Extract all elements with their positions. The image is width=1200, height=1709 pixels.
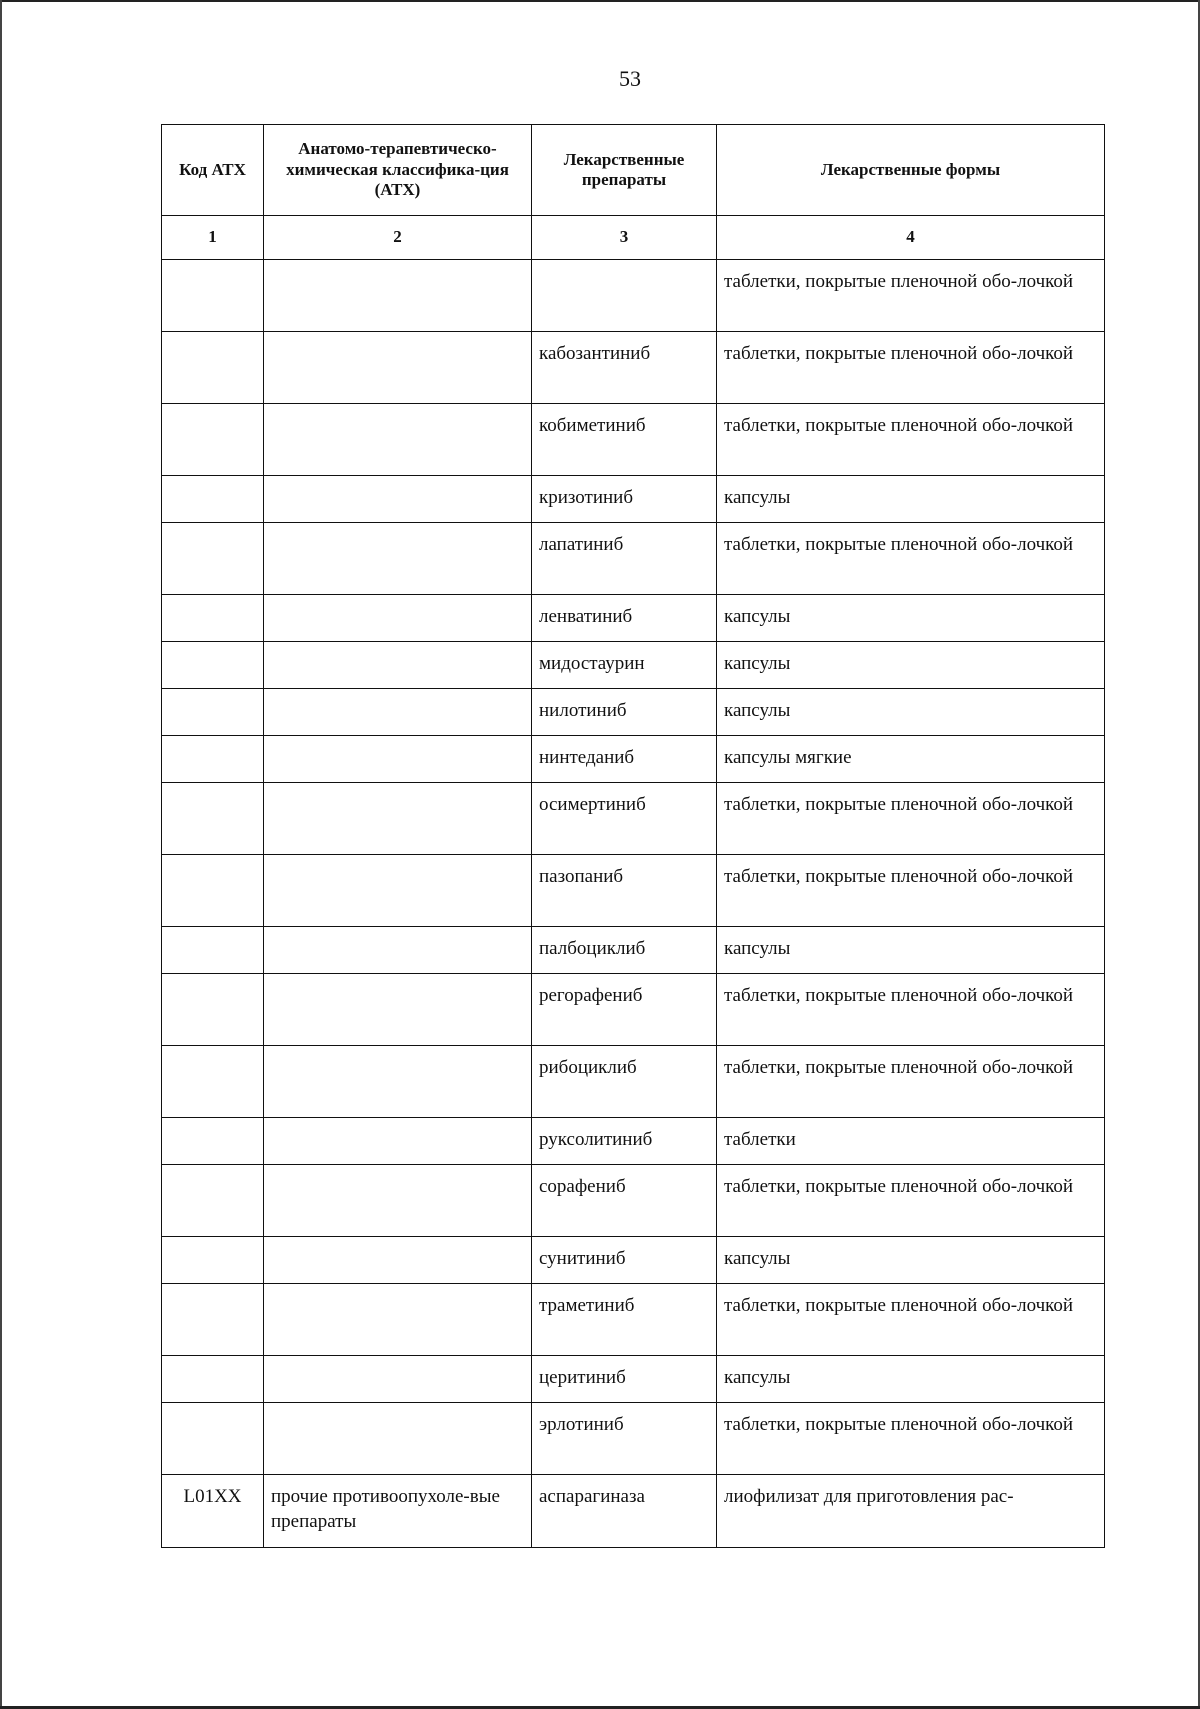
drug-name-cell [532,1475,717,1548]
drug-name-cell-text: кобиметиниб [539,415,646,436]
table-row [162,1118,1105,1165]
atc-class-cell [264,1046,532,1118]
atc-code-cell-text [162,1284,263,1294]
drug-name-cell [532,927,717,974]
header-row [162,125,1105,216]
scan-edge-left [0,0,2,1709]
dosage-form-cell-text: таблетки, покрытые пленочной обо-лочкой [724,1295,1074,1316]
dosage-form-cell [717,1475,1105,1548]
dosage-form-cell [717,404,1105,476]
atc-code-cell-text [162,1237,263,1247]
drug-name-cell-text: эрлотиниб [539,1414,624,1435]
atc-code-cell-text [162,260,263,270]
dosage-form-cell-text: таблетки, покрытые пленочной обо-лочкой [724,271,1074,292]
drug-name-cell [532,1284,717,1356]
atc-class-cell-text [264,1403,531,1413]
atc-code-cell [162,736,264,783]
dosage-form-cell [717,523,1105,595]
drug-name-cell-text: церитиниб [539,1367,626,1388]
atc-code-cell-text [162,783,263,793]
atc-code-cell-text [162,1165,263,1175]
drug-name-cell-text: аспарагиназа [539,1486,645,1507]
table-row [162,1284,1105,1356]
atc-class-cell-text [264,1165,531,1175]
dosage-form-cell-text: таблетки, покрытые пленочной обо-лочкой [724,985,1074,1006]
atc-class-cell-text [264,404,531,414]
dosage-form-cell [717,1356,1105,1403]
drug-name-cell [532,1356,717,1403]
column-number: 2 [264,216,532,260]
drug-name-cell [532,974,717,1046]
page-number: 53 [619,66,641,91]
dosage-form-cell [717,1403,1105,1475]
atc-code-cell [162,689,264,736]
atc-code-cell-text: L01XX [183,1486,242,1507]
atc-class-cell [264,783,532,855]
table-row [162,736,1105,783]
drug-name-cell [532,689,717,736]
dosage-form-cell [717,974,1105,1046]
atc-code-cell-text [162,595,263,605]
drug-name-cell-text: траметиниб [539,1295,635,1316]
atc-class-cell [264,1403,532,1475]
drug-name-cell-text: лапатиниб [539,534,624,555]
drug-name-cell [532,1165,717,1237]
table-row [162,476,1105,523]
drug-name-cell-text: кризотиниб [539,487,634,508]
dosage-form-cell [717,1118,1105,1165]
drug-name-cell-text: сунитиниб [539,1248,626,1269]
atc-code-cell [162,1284,264,1356]
dosage-form-cell-text: лиофилизат для приготовления рас- [724,1486,1014,1507]
column-number: 3 [532,216,717,260]
atc-code-cell-text [162,736,263,746]
drug-name-cell-text: нинтеданиб [539,747,635,768]
atc-code-cell [162,783,264,855]
atc-class-cell-text [264,595,531,605]
drug-name-cell-text: ленватиниб [539,606,633,627]
atc-code-cell-text [162,523,263,533]
dosage-form-cell [717,476,1105,523]
atc-class-cell-text [264,1284,531,1294]
drug-name-cell [532,642,717,689]
dosage-form-cell-text: капсулы [724,653,791,674]
atc-class-cell-text [264,1356,531,1366]
dosage-form-cell [717,332,1105,404]
dosage-form-cell-text: капсулы [724,700,791,721]
drug-name-cell-text: нилотиниб [539,700,627,721]
atc-class-cell-text [264,1237,531,1247]
atc-class-cell [264,1118,532,1165]
atc-class-cell-text [264,927,531,937]
atc-code-cell-text [162,974,263,984]
atc-class-cell-text [264,260,531,270]
atc-class-cell [264,927,532,974]
table-row [162,642,1105,689]
table-row [162,404,1105,476]
dosage-form-cell-text: таблетки, покрытые пленочной обо-лочкой [724,1057,1074,1078]
drug-name-cell [532,260,717,332]
header-drugs: Лекарственные препараты [532,125,717,216]
dosage-form-cell [717,927,1105,974]
table-row [162,595,1105,642]
atc-code-cell [162,1165,264,1237]
table-row [162,260,1105,332]
atc-code-cell-text [162,404,263,414]
atc-class-cell [264,595,532,642]
table-row [162,689,1105,736]
atc-class-cell-text [264,736,531,746]
atc-code-cell [162,974,264,1046]
table-row [162,783,1105,855]
table-row [162,1403,1105,1475]
atc-code-cell-text [162,1046,263,1056]
drug-name-cell [532,736,717,783]
atc-code-cell [162,404,264,476]
dosage-form-cell-text: капсулы [724,938,791,959]
header-atc-code: Код АТХ [162,125,264,216]
dosage-form-cell-text: капсулы [724,606,791,627]
dosage-form-cell-text: таблетки [724,1129,796,1150]
atc-code-cell [162,260,264,332]
dosage-form-cell-text: таблетки, покрытые пленочной обо-лочкой [724,534,1074,555]
drug-name-cell [532,1046,717,1118]
atc-class-cell [264,404,532,476]
atc-class-cell-text [264,855,531,865]
drug-name-cell-text: палбоциклиб [539,938,646,959]
drug-name-cell-text: кабозантиниб [539,343,651,364]
table-row [162,523,1105,595]
atc-code-cell-text [162,476,263,486]
drug-name-cell-text: рибоциклиб [539,1057,637,1078]
atc-class-cell [264,736,532,783]
dosage-form-cell [717,1046,1105,1118]
atc-code-cell [162,1356,264,1403]
drug-name-cell [532,476,717,523]
drug-name-cell [532,1403,717,1475]
dosage-form-cell [717,1165,1105,1237]
atc-code-cell [162,1237,264,1284]
dosage-form-cell [717,642,1105,689]
atc-class-cell [264,689,532,736]
dosage-form-cell-text: капсулы [724,1248,791,1269]
drug-name-cell [532,855,717,927]
atc-code-cell [162,476,264,523]
atc-class-cell [264,476,532,523]
drug-name-cell [532,404,717,476]
dosage-form-cell-text: таблетки, покрытые пленочной обо-лочкой [724,343,1074,364]
atc-code-cell [162,642,264,689]
drug-name-cell [532,523,717,595]
drug-name-cell-text: пазопаниб [539,866,624,887]
dosage-form-cell-text: таблетки, покрытые пленочной обо-лочкой [724,415,1074,436]
table-row [162,974,1105,1046]
atc-class-cell-text [264,332,531,342]
dosage-form-cell [717,689,1105,736]
atc-code-cell [162,1475,264,1548]
dosage-form-cell-text: капсулы [724,1367,791,1388]
column-number: 4 [717,216,1105,260]
table-row [162,1046,1105,1118]
atc-class-cell [264,1284,532,1356]
atc-class-cell-text [264,783,531,793]
drug-name-cell-text: регорафениб [539,985,643,1006]
dosage-form-cell [717,1284,1105,1356]
atc-class-cell [264,332,532,404]
atc-class-cell-text [264,1118,531,1128]
atc-code-cell [162,855,264,927]
dosage-form-cell [717,260,1105,332]
atc-class-cell [264,974,532,1046]
table-body [162,260,1105,1548]
atc-code-cell [162,523,264,595]
atc-class-cell-text [264,523,531,533]
atc-class-cell [264,523,532,595]
table-row [162,1237,1105,1284]
dosage-form-cell-text: капсулы [724,487,791,508]
header-atc-classification: Анатомо-терапевтическо-химическая классифика-ция (АТХ) [264,125,532,216]
atc-class-cell [264,1237,532,1284]
atc-code-cell-text [162,332,263,342]
atc-class-cell [264,1165,532,1237]
drug-name-cell-text: мидостаурин [539,653,645,674]
atc-code-cell [162,1118,264,1165]
table-row [162,1475,1105,1548]
dosage-form-cell-text: таблетки, покрытые пленочной обо-лочкой [724,794,1074,815]
dosage-form-cell [717,595,1105,642]
dosage-form-cell-text: таблетки, покрытые пленочной обо-лочкой [724,1176,1074,1197]
atc-class-cell-text [264,476,531,486]
drug-name-cell-text [532,260,716,270]
dosage-form-cell [717,855,1105,927]
dosage-form-cell-text: таблетки, покрытые пленочной обо-лочкой [724,1414,1074,1435]
column-number: 1 [162,216,264,260]
atc-code-cell-text [162,689,263,699]
atc-class-cell-text: прочие противоопухоле-вые препараты [271,1486,500,1532]
atc-code-cell-text [162,1356,263,1366]
drug-name-cell-text: осимертиниб [539,794,646,815]
atc-code-cell [162,927,264,974]
atc-class-cell [264,642,532,689]
dosage-form-cell-text: таблетки, покрытые пленочной обо-лочкой [724,866,1074,887]
atc-class-cell-text [264,642,531,652]
dosage-form-cell [717,1237,1105,1284]
table-row [162,927,1105,974]
table-row [162,1165,1105,1237]
atc-code-cell-text [162,642,263,652]
dosage-form-cell [717,736,1105,783]
atc-code-cell [162,1046,264,1118]
atc-class-cell-text [264,974,531,984]
atc-code-cell-text [162,1118,263,1128]
drug-name-cell [532,595,717,642]
drug-name-cell [532,332,717,404]
drug-name-cell [532,1118,717,1165]
drug-name-cell-text: сорафениб [539,1176,626,1197]
table-row [162,1356,1105,1403]
column-number-row [162,216,1105,260]
table-row [162,332,1105,404]
atc-code-cell [162,332,264,404]
dosage-form-cell [717,783,1105,855]
atc-code-cell-text [162,927,263,937]
atc-class-cell-text [264,689,531,699]
dosage-form-cell-text: капсулы мягкие [724,747,852,768]
drug-classification-table [161,124,1105,1548]
drug-name-cell [532,783,717,855]
drug-name-cell-text: руксолитиниб [539,1129,653,1150]
atc-class-cell-text [264,1046,531,1056]
atc-code-cell-text [162,1403,263,1413]
table-row [162,855,1105,927]
atc-class-cell [264,260,532,332]
drug-name-cell [532,1237,717,1284]
atc-code-cell-text [162,855,263,865]
atc-class-cell [264,1475,532,1548]
atc-code-cell [162,595,264,642]
atc-class-cell [264,1356,532,1403]
atc-code-cell [162,1403,264,1475]
scan-edge-top [0,0,1200,2]
atc-class-cell [264,855,532,927]
header-dosage-forms: Лекарственные формы [717,125,1105,216]
